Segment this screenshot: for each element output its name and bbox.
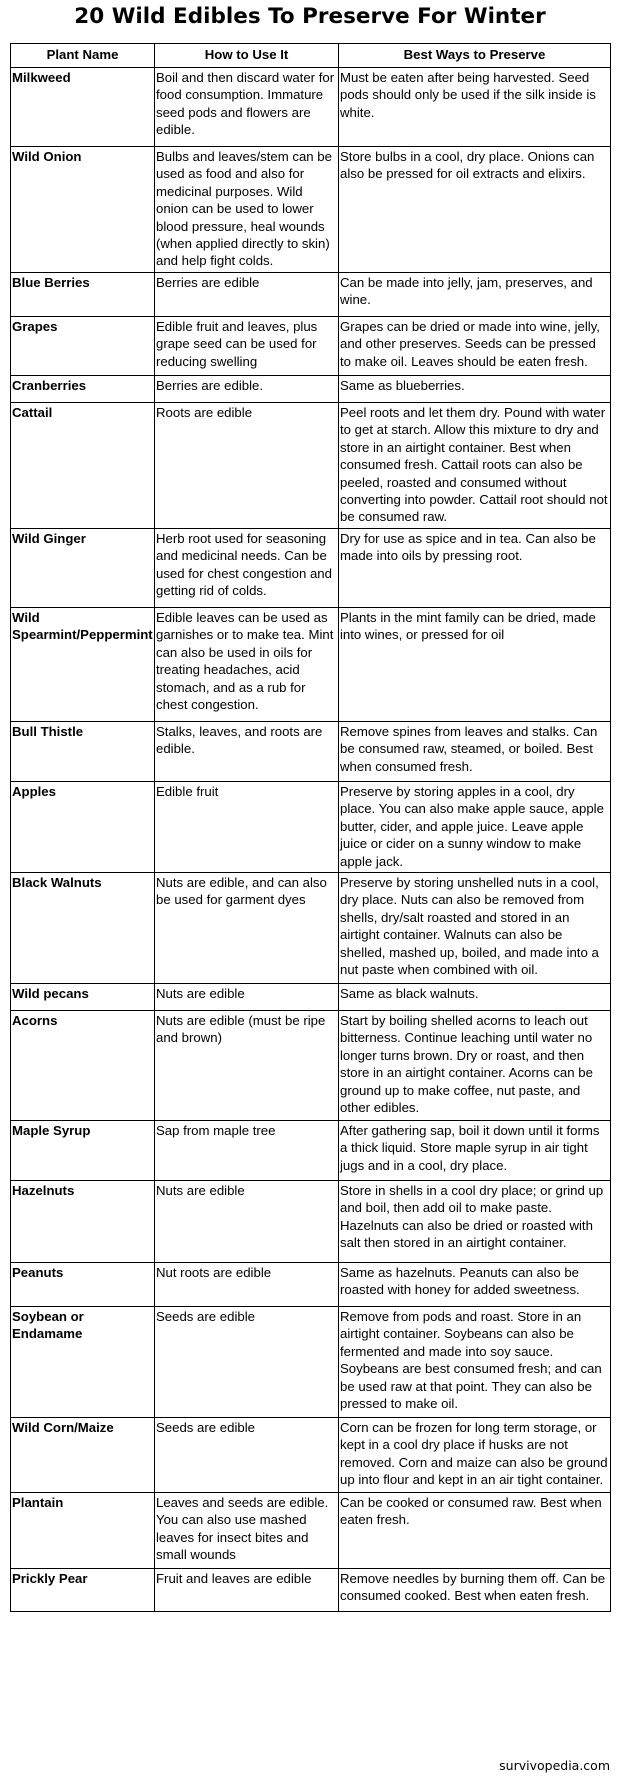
plant-name-cell: Maple Syrup (11, 1121, 155, 1181)
preserve-cell: Same as black walnuts. (339, 984, 611, 1011)
table-row (11, 1121, 611, 1181)
table-row (11, 1307, 611, 1418)
how-to-use-cell: Berries are edible. (155, 376, 339, 403)
preserve-cell: Start by boiling shelled acorns to leach out bitterness. Continue leaching until water no longer turns brown. Dry or roast, and then store in an airtight container. Acorns can be ground up to make coffee, nut paste, and other edibles. (339, 1011, 611, 1121)
preserve-cell: Preserve by storing apples in a cool, dry place. You can also make apple sauce, apple butter, cider, and apple juice. Leave apple juice or cider on a sunny window to make apple jack. (339, 782, 611, 873)
table-row (11, 529, 611, 608)
how-to-use-cell: Edible leaves can be used as garnishes or to make tea. Mint can also be used in oils for treating headaches, acid stomach, and as a rub for chest congestion. (155, 608, 339, 722)
preserve-cell: Plants in the mint family can be dried, made into wines, or pressed for oil (339, 608, 611, 722)
table-row (11, 68, 611, 147)
table-row (11, 403, 611, 529)
how-to-use-cell: Nuts are edible, and can also be used for garment dyes (155, 873, 339, 984)
plant-name-cell: Cranberries (11, 376, 155, 403)
plant-name-cell: Hazelnuts (11, 1181, 155, 1263)
how-to-use-cell: Stalks, leaves, and roots are edible. (155, 722, 339, 782)
table-row (11, 722, 611, 782)
table-row (11, 317, 611, 376)
table-row (11, 608, 611, 722)
how-to-use-cell: Boil and then discard water for food consumption. Immature seed pods and flowers are edible. (155, 68, 339, 147)
table-row (11, 147, 611, 273)
plant-name-cell: Wild Corn/Maize (11, 1418, 155, 1493)
plant-name-cell: Wild Onion (11, 147, 155, 273)
how-to-use-cell: Seeds are edible (155, 1418, 339, 1493)
table-row (11, 1263, 611, 1307)
source-credit: survivopedia.com (499, 1758, 610, 1773)
plant-name-cell: Prickly Pear (11, 1569, 155, 1612)
preserve-cell: Same as hazelnuts. Peanuts can also be roasted with honey for added sweetness. (339, 1263, 611, 1307)
preserve-cell: Store in shells in a cool dry place; or grind up and boil, then add oil to make paste. Hazelnuts can also be dried or roasted with salt then stored in an airtight container. (339, 1181, 611, 1263)
how-to-use-cell: Nut roots are edible (155, 1263, 339, 1307)
edibles-table (10, 43, 611, 1612)
preserve-cell: After gathering sap, boil it down until it forms a thick liquid. Store maple syrup in air tight jugs and in a cool, dry place. (339, 1121, 611, 1181)
table-row (11, 376, 611, 403)
plant-name-cell: Acorns (11, 1011, 155, 1121)
how-to-use-cell: Edible fruit and leaves, plus grape seed can be used for reducing swelling (155, 317, 339, 376)
preserve-cell: Remove spines from leaves and stalks. Can be consumed raw, steamed, or boiled. Best when consumed fresh. (339, 722, 611, 782)
plant-name-cell: Bull Thistle (11, 722, 155, 782)
how-to-use-cell: Berries are edible (155, 273, 339, 317)
table-row (11, 1569, 611, 1612)
plant-name-cell: Plantain (11, 1493, 155, 1569)
preserve-cell: Grapes can be dried or made into wine, jelly, and other preserves. Seeds can be pressed to make oil. Leaves should be eaten fresh. (339, 317, 611, 376)
preserve-cell: Dry for use as spice and in tea. Can also be made into oils by pressing root. (339, 529, 611, 608)
preserve-cell: Can be cooked or consumed raw. Best when eaten fresh. (339, 1493, 611, 1569)
plant-name-cell: Peanuts (11, 1263, 155, 1307)
preserve-cell: Can be made into jelly, jam, preserves, and wine. (339, 273, 611, 317)
plant-name-cell: Blue Berries (11, 273, 155, 317)
table-row (11, 1418, 611, 1493)
how-to-use-cell: Fruit and leaves are edible (155, 1569, 339, 1612)
how-to-use-cell: Roots are edible (155, 403, 339, 529)
preserve-cell: Same as blueberries. (339, 376, 611, 403)
how-to-use-cell: Herb root used for seasoning and medicinal needs. Can be used for chest congestion and getting rid of colds. (155, 529, 339, 608)
header-how-to-use: How to Use It (155, 44, 339, 68)
preserve-cell: Corn can be frozen for long term storage, or kept in a cool dry place if husks are not removed. Corn and maize can also be ground up into flour and kept in an air tight container. (339, 1418, 611, 1493)
preserve-cell: Remove from pods and roast. Store in an airtight container. Soybeans can also be fermented and made into soy sauce. Soybeans are best consumed fresh; and can be used raw at that point. They can also be pressed to make oil. (339, 1307, 611, 1418)
table-row (11, 1493, 611, 1569)
preserve-cell: Store bulbs in a cool, dry place. Onions can also be pressed for oil extracts and elixirs. (339, 147, 611, 273)
table-row (11, 984, 611, 1011)
plant-name-cell: Wild Ginger (11, 529, 155, 608)
header-best-ways-to-preserve: Best Ways to Preserve (339, 44, 611, 68)
preserve-cell: Remove needles by burning them off. Can be consumed cooked. Best when eaten fresh. (339, 1569, 611, 1612)
plant-name-cell: Wild Spearmint/Peppermint (11, 608, 155, 722)
plant-name-cell: Milkweed (11, 68, 155, 147)
how-to-use-cell: Bulbs and leaves/stem can be used as food and also for medicinal purposes. Wild onion can be used to lower blood pressure, heal wounds (when applied directly to skin) and help fight colds. (155, 147, 339, 273)
plant-name-cell: Wild pecans (11, 984, 155, 1011)
page-title: 20 Wild Edibles To Preserve For Winter (74, 4, 546, 29)
plant-name-cell: Black Walnuts (11, 873, 155, 984)
table-body (11, 68, 611, 1612)
how-to-use-cell: Seeds are edible (155, 1307, 339, 1418)
table-row (11, 1011, 611, 1121)
header-plant-name: Plant Name (11, 44, 155, 68)
how-to-use-cell: Edible fruit (155, 782, 339, 873)
how-to-use-cell: Nuts are edible (155, 1181, 339, 1263)
table-row (11, 873, 611, 984)
plant-name-cell: Grapes (11, 317, 155, 376)
how-to-use-cell: Sap from maple tree (155, 1121, 339, 1181)
how-to-use-cell: Nuts are edible (155, 984, 339, 1011)
table-header (11, 44, 611, 68)
preserve-cell: Must be eaten after being harvested. Seed pods should only be used if the silk inside is white. (339, 68, 611, 147)
preserve-cell: Peel roots and let them dry. Pound with water to get at starch. Allow this mixture to dry and store in an airtight container. Best when consumed fresh. Cattail roots can also be peeled, roasted and consumed without converting into powder. Cattail root should not be consumed raw. (339, 403, 611, 529)
preserve-cell: Preserve by storing unshelled nuts in a cool, dry place. Nuts can also be removed from shells, dry/salt roasted and stored in an airtight container. Walnuts can also be shelled, mashed up, boiled, and made into a nut paste when combined with oil. (339, 873, 611, 984)
plant-name-cell: Apples (11, 782, 155, 873)
plant-name-cell: Cattail (11, 403, 155, 529)
table-row (11, 1181, 611, 1263)
how-to-use-cell: Leaves and seeds are edible. You can also use mashed leaves for insect bites and small wounds (155, 1493, 339, 1569)
table-row (11, 273, 611, 317)
plant-name-cell: Soybean or Endamame (11, 1307, 155, 1418)
header-row (11, 44, 611, 68)
how-to-use-cell: Nuts are edible (must be ripe and brown) (155, 1011, 339, 1121)
table-row (11, 782, 611, 873)
